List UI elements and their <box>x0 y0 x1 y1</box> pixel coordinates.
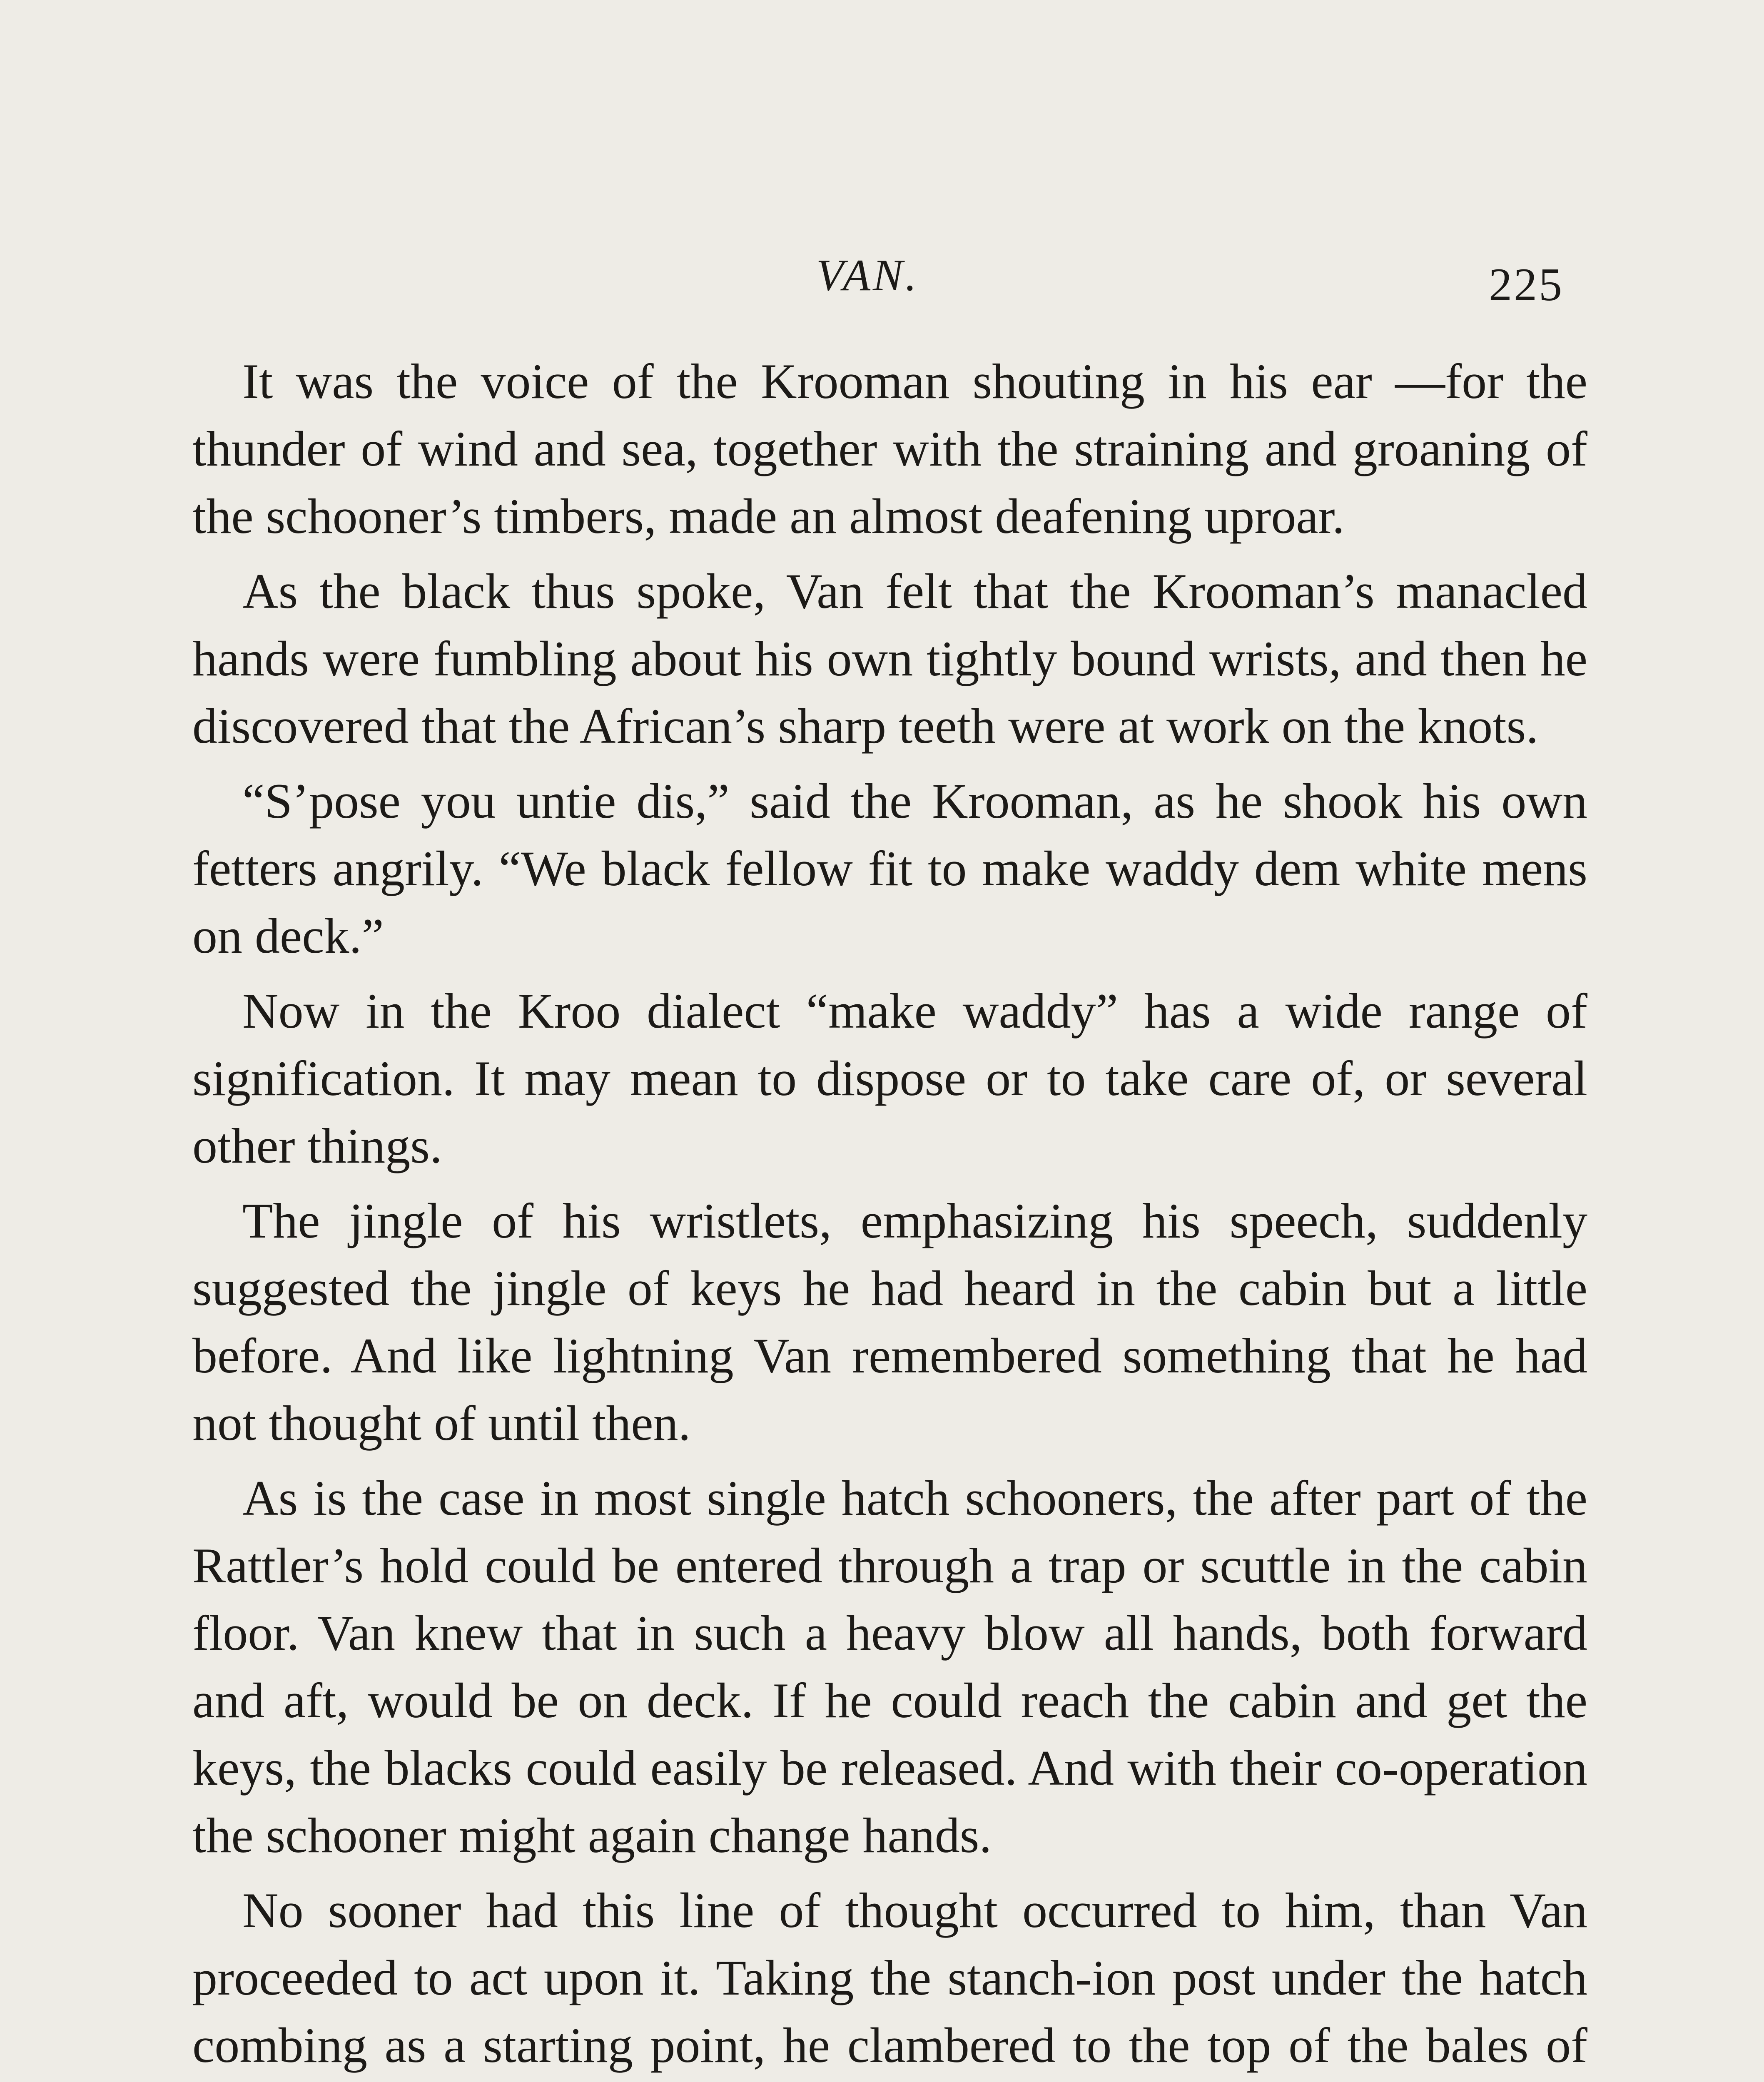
page-number: 225 <box>1489 259 1564 311</box>
body-text <box>192 348 1587 2082</box>
paragraph: Now in the Kroo dialect “make waddy” has a wide range of signification. It may mean to dispose or to take care of, or several other things. <box>192 983 1587 1173</box>
paragraph: No sooner had this line of thought occurred to him, than Van proceeded to act upon it. Taking the stanch-ion post under the hatch combing as a starting point, he clambered to the top of the bales of <box>192 1883 1587 2073</box>
running-title: VAN. <box>816 251 919 300</box>
paragraph: It was the voice of the Krooman shouting in his ear —for the thunder of wind and sea, together with the straining and groaning of the schooner’s timbers, made an almost deafening uproar. <box>192 354 1587 544</box>
paragraph: “S’pose you untie dis,” said the Krooman, as he shook his own fetters angrily. “We black fellow fit to make waddy dem white mens on deck.” <box>192 773 1587 964</box>
paragraph: As the black thus spoke, Van felt that the Krooman’s manacled hands were fumbling about his own tightly bound wrists, and then he discovered that the African’s sharp teeth were at work on the knots. <box>192 563 1587 754</box>
paragraph: The jingle of his wristlets, emphasizing his speech, suddenly suggested the jingle of keys he had heard in the cabin but a little before. And like lightning Van remembered something that he had not thought of until then. <box>192 1193 1587 1451</box>
paragraph: As is the case in most single hatch schooners, the after part of the Rattler’s hold could be entered through a trap or scuttle in the cabin floor. Van knew that in such a heavy blow all hands, both forward and aft, would be on deck. If he could reach the cabin and get the keys, the blacks could easily be released. And with their co-operation the schooner might again change hands. <box>192 1470 1587 1863</box>
page-header <box>0 250 1764 311</box>
